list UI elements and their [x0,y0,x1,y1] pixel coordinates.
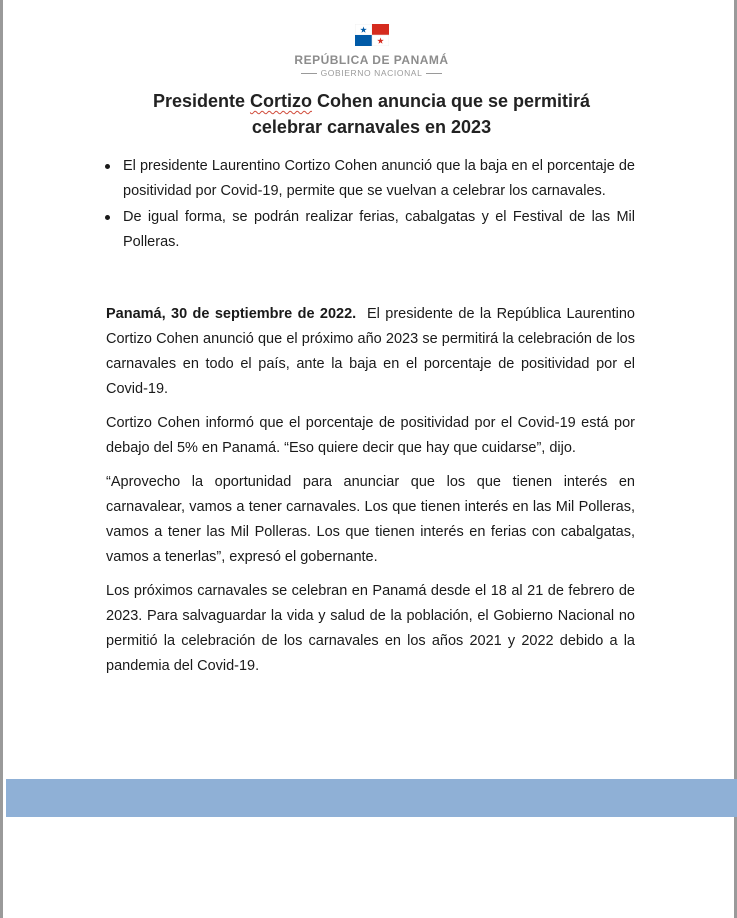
summary-bullets [123,154,635,256]
title-line-2: celebrar carnavales en 2023 [251,117,492,137]
title-suffix: Cohen anuncia que se permitirá [311,91,591,111]
footer-band [6,779,737,817]
government-name [3,68,737,78]
paragraph-text: El presidente de la República Laurentino Cortizo Cohen anunció que el próximo año 2023 se permitirá la celebración de los carnavales en todo el país, ante la baja en el porcentaje de positividad por el Covid-19. [106,306,635,397]
article-body [106,302,635,688]
government-label: GOBIERNO NACIONAL [320,68,423,78]
paragraph [106,302,635,402]
page-title [93,88,650,140]
dateline: Panamá, 30 de septiembre de 2022. [106,306,357,322]
paragraph: Cortizo Cohen informó que el porcentaje de positividad por el Covid-19 está por debajo del 5% en Panamá. “Eso quiere decir que hay que cuidarse”, dijo. [106,415,635,456]
bullet-item: El presidente Laurentino Cortizo Cohen anunció que la baja en el porcentaje de positividad por Covid-19, permite que se vuelvan a celebrar los carnavales. [123,154,635,204]
title-prefix: Presidente [152,91,250,111]
country-name: REPÚBLICA DE PANAMÁ [294,53,449,67]
bullet-item: De igual forma, se podrán realizar ferias, cabalgatas y el Festival de las Mil Polleras. [123,205,635,255]
government-logo [3,24,737,78]
title-line-1 [93,88,650,114]
divider [426,73,442,74]
spellcheck-word: Cortizo [249,91,312,111]
panama-flag-icon [355,24,389,46]
divider [301,73,317,74]
paragraph: Los próximos carnavales se celebran en Panamá desde el 18 al 21 de febrero de 2023. Para salvaguardar la vida y salud de la población, el Gobierno Nacional no permitió la celebración de los carnavales en los años 2021 y 2022 debido a la pandemia del Covid-19. [106,583,635,674]
paragraph: “Aprovecho la oportunidad para anunciar que los que tienen interés en carnavalear, vamos a tener carnavales. Los que tienen interés en las Mil Polleras, vamos a tener las Mil Polleras. Los que tienen interés en ferias con cabalgatas, vamos a tenerlas”, expresó el gobernante. [106,474,635,565]
